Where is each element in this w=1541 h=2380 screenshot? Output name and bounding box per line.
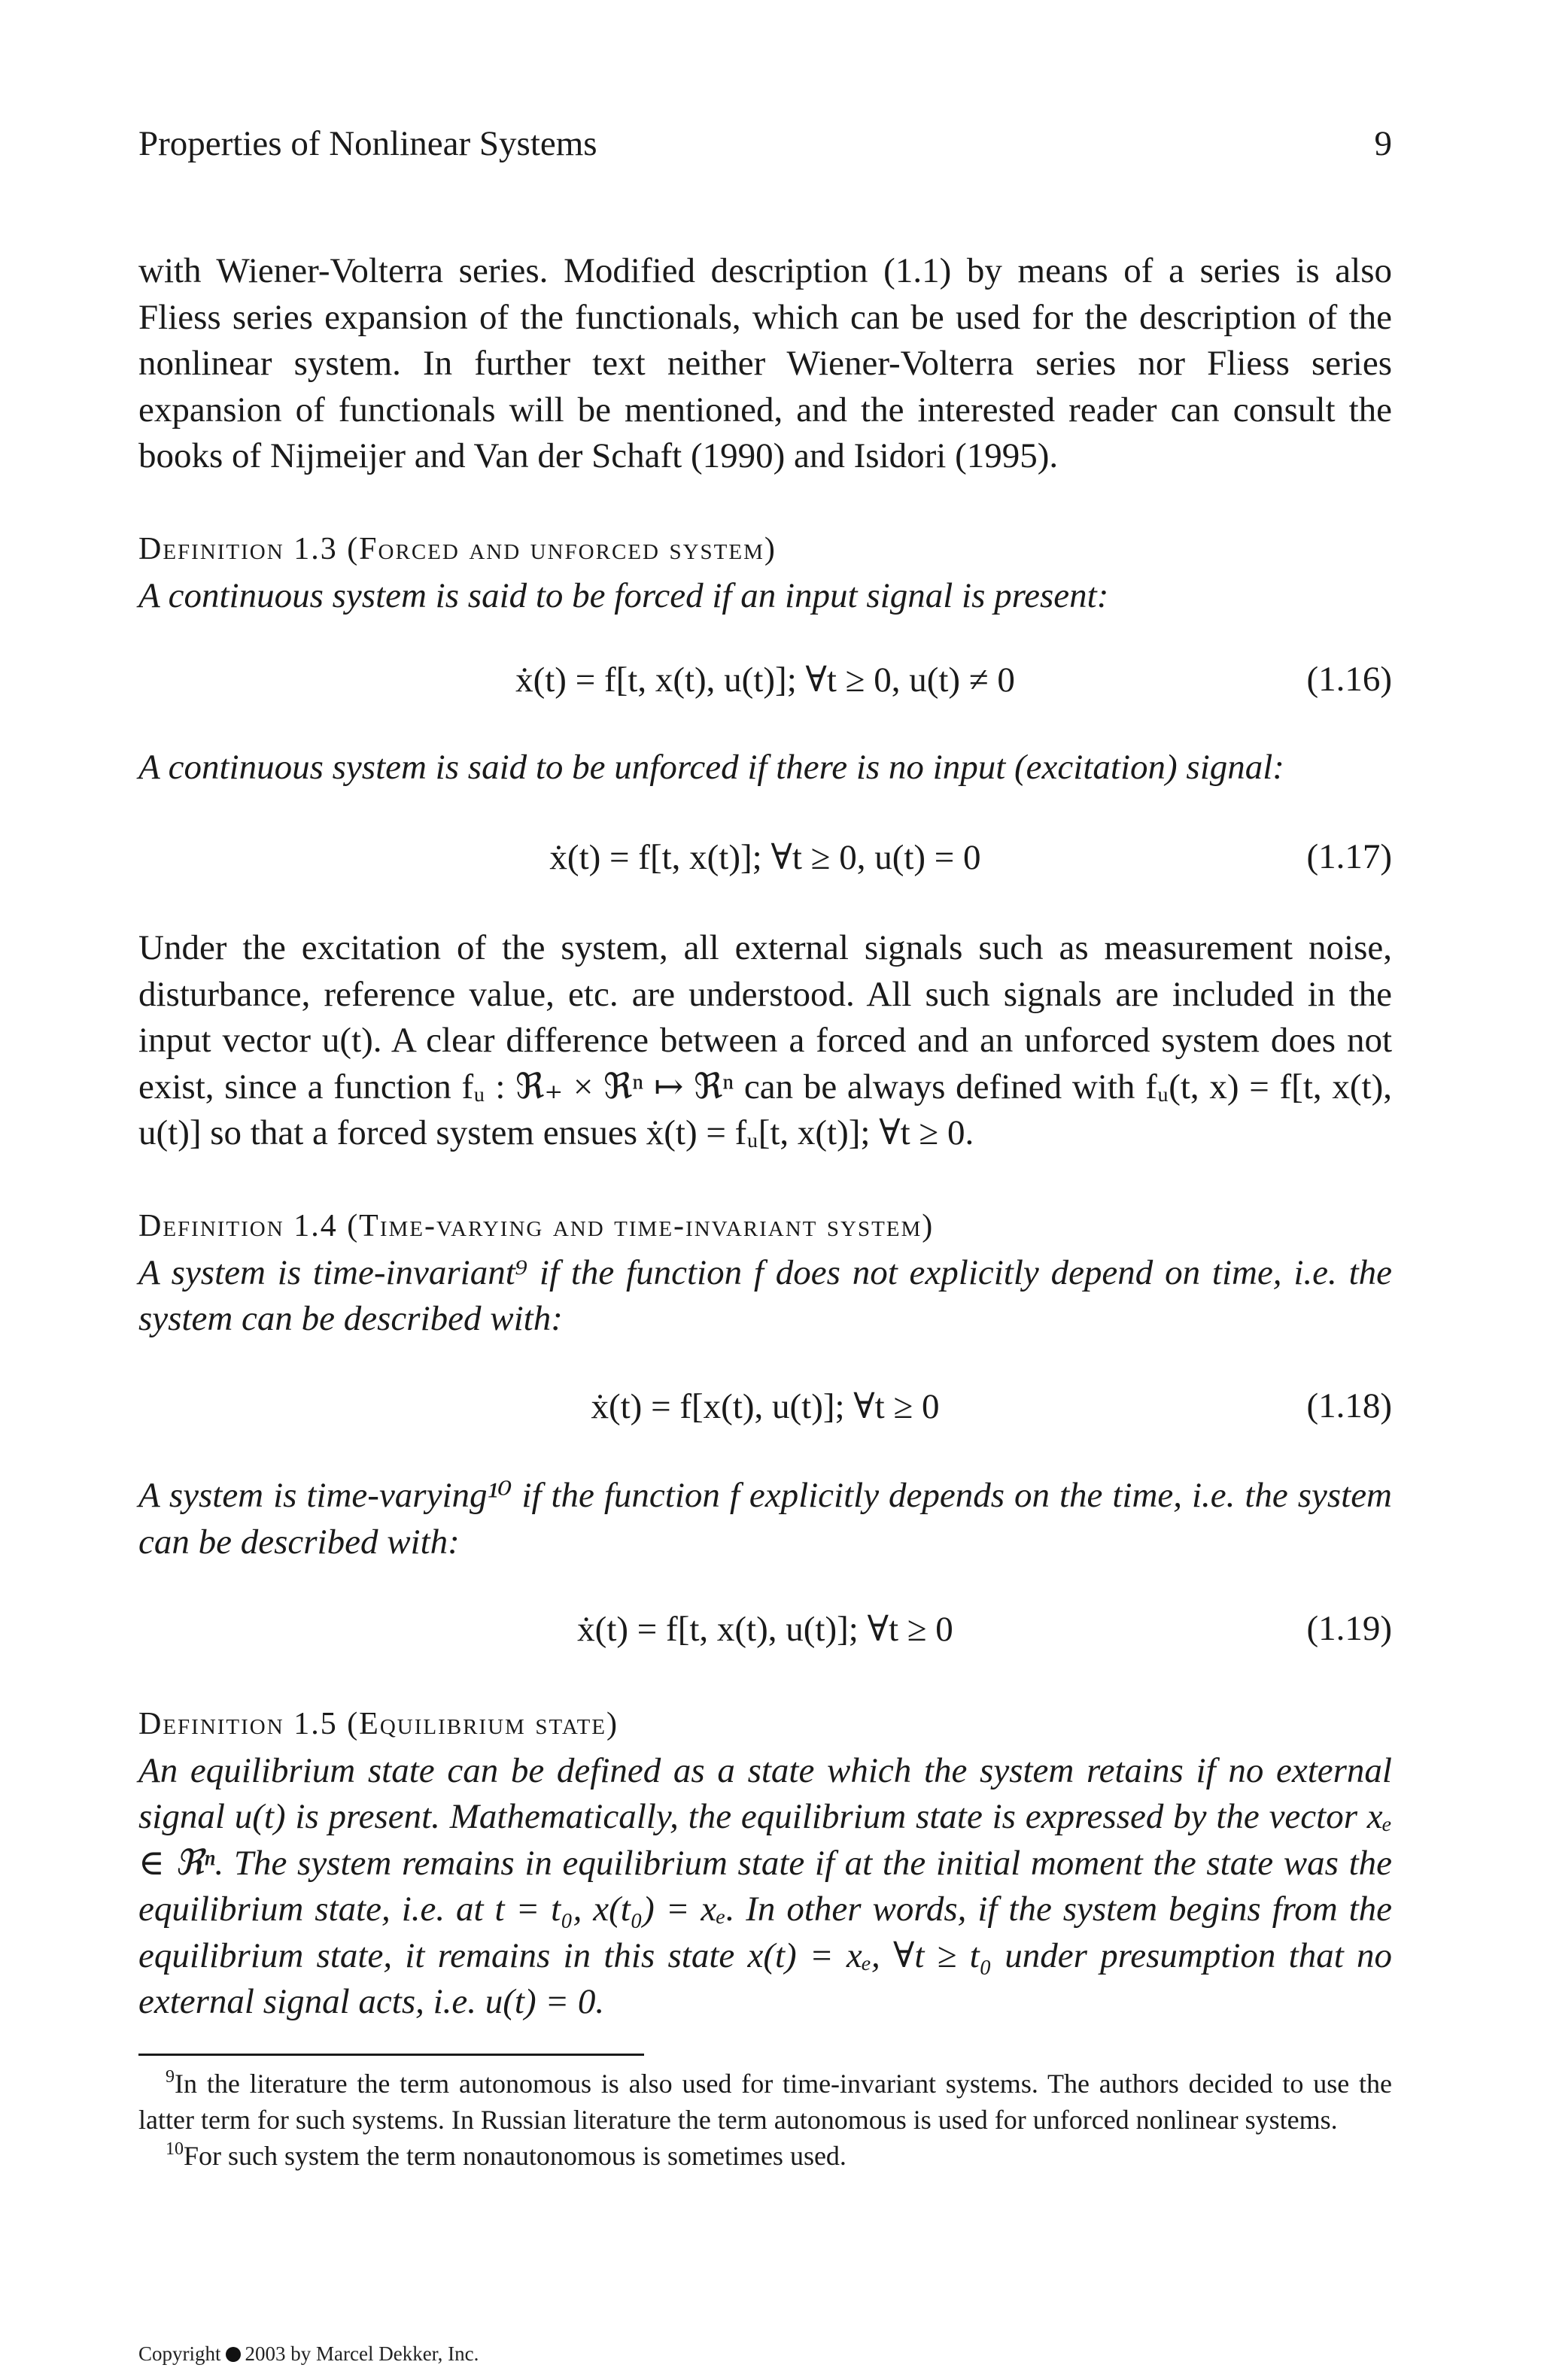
equation-1-18 — [138, 1386, 1392, 1431]
equation-1-19-body: ẋ(t) = f[t, x(t), u(t)]; ∀t ≥ 0 — [577, 1610, 953, 1649]
definition-1-3-unforced-statement: A continuous system is said to be unforced if there is no input (excitation) signal: — [138, 748, 1284, 787]
equation-1-18-body: ẋ(t) = f[x(t), u(t)]; ∀t ≥ 0 — [591, 1387, 940, 1426]
footnote-9-text: In the literature the term autonomous is also used for time-invariant systems. The authors decided to use the latter term for such systems. In Russian literature the term autonomous is used for unforced nonlinear systems. — [138, 2069, 1392, 2135]
running-head-title: Properties of Nonlinear Systems — [138, 124, 597, 163]
definition-1-3-unforced — [138, 745, 1392, 791]
footnote-separator — [138, 2054, 644, 2056]
copyright-label: Copyright — [138, 2342, 221, 2365]
definition-1-4-heading: Definition 1.4 (Time-varying and time-invariant system) — [138, 1209, 935, 1243]
running-head — [138, 123, 1392, 168]
definition-1-3-heading: Definition 1.3 (Forced and unforced system) — [138, 532, 777, 566]
footnote-9 — [138, 2066, 1392, 2138]
copyright-text: 2003 by Marcel Dekker, Inc. — [245, 2342, 479, 2365]
definition-1-3 — [138, 527, 1392, 619]
equation-1-19-number: (1.19) — [1306, 1609, 1392, 1648]
footnote-9-mark: 9 — [166, 2067, 175, 2087]
equation-1-19 — [138, 1608, 1392, 1654]
equation-1-16-number: (1.16) — [1306, 660, 1392, 699]
paragraph-excitation-text: Under the excitation of the system, all external signals such as measurement noise, disturbance, reference value, etc. are understood. All such signals are included in the input vector u(t). A clear difference between a forced and an unforced system does not exist, since a function fᵤ : ℜ₊ × ℜⁿ ↦ ℜⁿ can be always defined with fᵤ(t, x) = f[t, x(t), u(t)] so that a forced system ensues ẋ(t) = fᵤ[t, x(t)]; ∀t ≥ 0. — [138, 928, 1392, 1152]
footnote-10-text: For such system the term nonautonomous is sometimes used. — [184, 2141, 846, 2171]
definition-1-5 — [138, 1702, 1392, 2026]
copyright-line — [138, 2342, 479, 2366]
paragraph-intro-text: with Wiener-Volterra series. Modified description (1.1) by means of a series is also Fliess series expansion of the functionals, which can be used for the description of the nonlinear system. In further text neither Wiener-Volterra series nor Fliess series expansion of functionals will be mentioned, and the interested reader can consult the books of Nijmeijer and Van der Schaft (1990) and Isidori (1995). — [138, 251, 1392, 475]
equation-1-17 — [138, 836, 1392, 882]
definition-1-3-forced-statement: A continuous system is said to be forced if an input signal is present: — [138, 575, 1109, 615]
footnote-10 — [138, 2138, 1392, 2174]
footnote-10-mark: 10 — [166, 2139, 184, 2159]
equation-1-18-number: (1.18) — [1306, 1386, 1392, 1425]
paragraph-excitation — [138, 925, 1392, 1157]
equation-1-17-body: ẋ(t) = f[t, x(t)]; ∀t ≥ 0, u(t) = 0 — [549, 838, 981, 877]
definition-1-5-statement: An equilibrium state can be defined as a state which the system retains if no external signal u(t) is present. Mathematically, the equilibrium state is expressed by the vector xₑ ∈ ℜⁿ. The system remains in equilibrium state if at the initial moment the state was the equilibrium state, i.e. at t = t₀, x(t₀) = xₑ. In other words, if the system begins from the equilibrium state, it remains in this state x(t) = xₑ, ∀t ≥ t₀ under presumption that no external signal acts, i.e. u(t) = 0. — [138, 1750, 1392, 2021]
definition-1-4-varying — [138, 1473, 1392, 1565]
equation-1-16-body: ẋ(t) = f[t, x(t), u(t)]; ∀t ≥ 0, u(t) ≠ 0 — [515, 660, 1015, 700]
paragraph-intro — [138, 248, 1392, 480]
copyright-bullet-icon — [226, 2347, 241, 2362]
definition-1-4-varying-statement: A system is time-varying¹⁰ if the function f explicitly depends on the time, i.e. the system can be described with: — [138, 1476, 1392, 1562]
page-number: 9 — [1374, 124, 1392, 163]
definition-1-4 — [138, 1204, 1392, 1343]
definition-1-4-invariant-statement: A system is time-invariant⁹ if the function f does not explicitly depend on time, i.e. the system can be described with: — [138, 1252, 1392, 1338]
definition-1-5-heading: Definition 1.5 (Equilibrium state) — [138, 1707, 619, 1741]
footnotes — [138, 2066, 1392, 2174]
equation-1-17-number: (1.17) — [1306, 837, 1392, 876]
equation-1-16 — [138, 659, 1392, 705]
